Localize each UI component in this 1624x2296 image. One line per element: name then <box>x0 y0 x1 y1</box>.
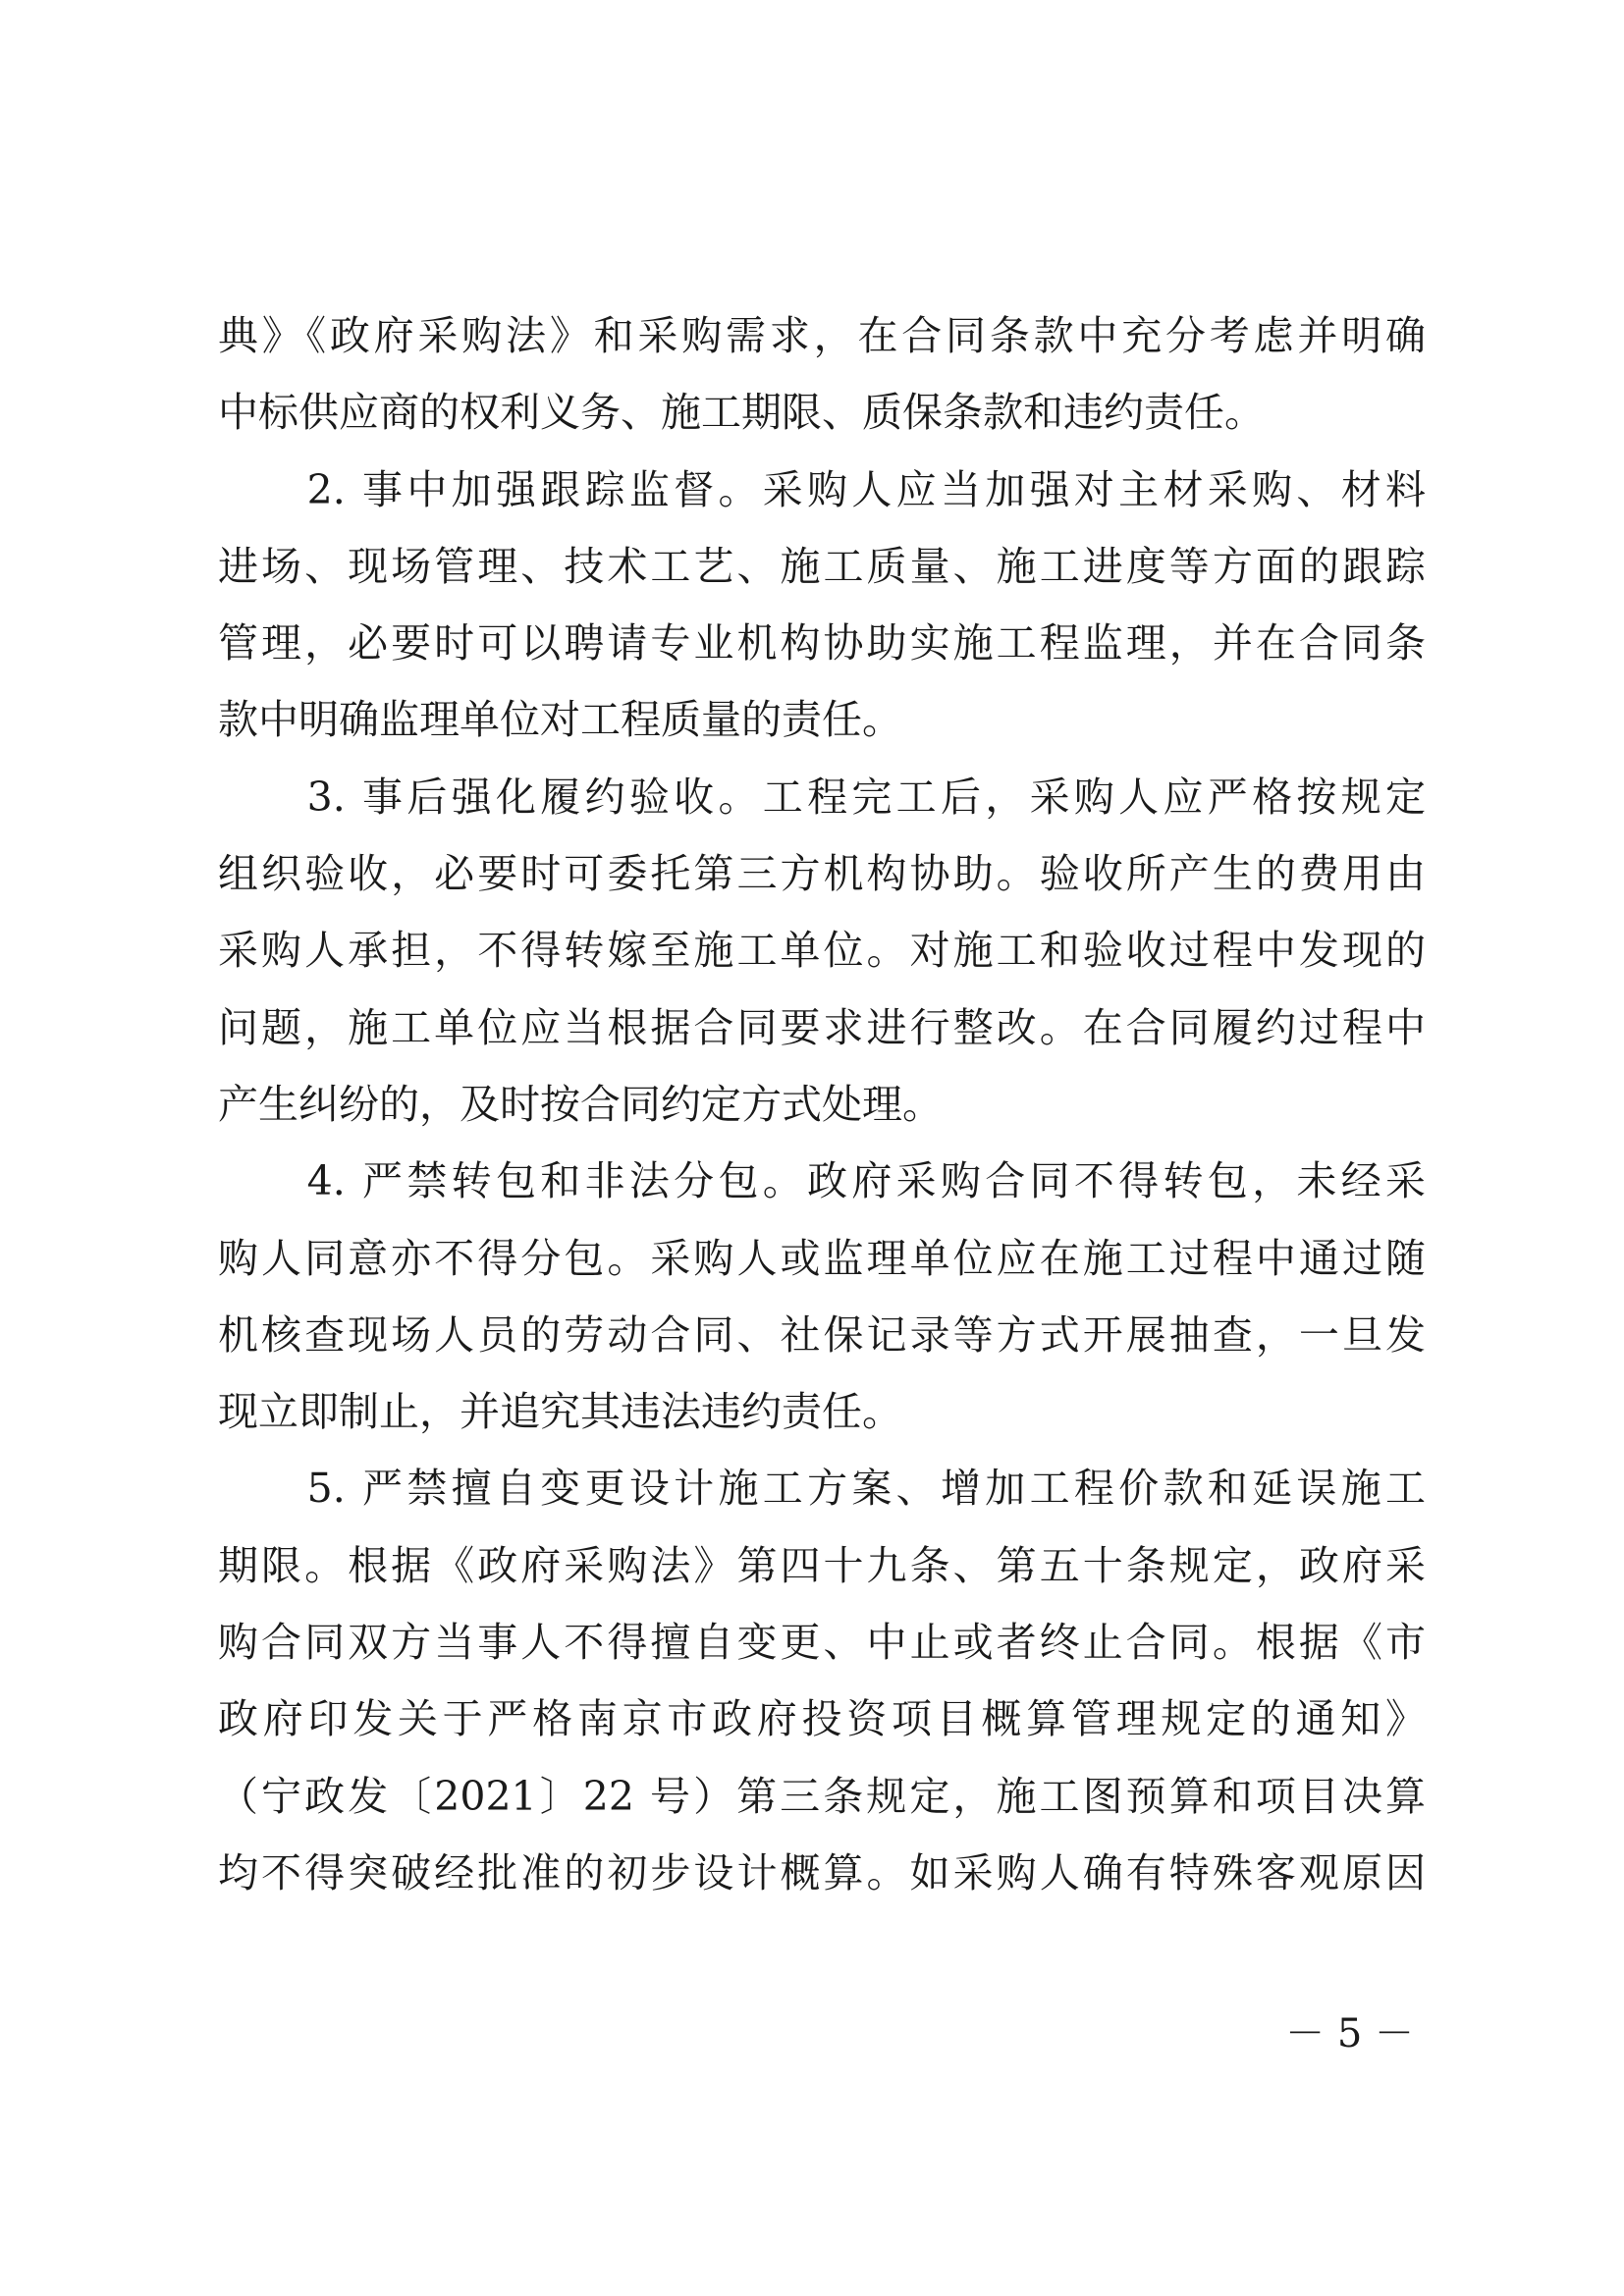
page-number: － 5 － <box>1285 2011 1414 2056</box>
text-line: 采购人承担，不得转嫁至施工单位。对施工和验收过程中发现的 <box>218 927 1426 975</box>
text-line: 典》《政府采购法》和采购需求，在合同条款中充分考虑并明确 <box>218 312 1426 359</box>
text-line: 款中明确监理单位对工程质量的责任。 <box>218 696 902 744</box>
text-line: 中标供应商的权利义务、施工期限、质保条款和违约责任。 <box>218 389 1265 437</box>
text-line: 购人同意亦不得分包。采购人或监理单位应在施工过程中通过随 <box>218 1234 1426 1282</box>
text-line: 机核查现场人员的劳动合同、社保记录等方式开展抽查，一旦发 <box>218 1310 1426 1359</box>
text-line: 问题，施工单位应当根据合同要求进行整改。在合同履约过程中 <box>218 1003 1426 1051</box>
document-body <box>218 297 1426 1911</box>
text-line: 2. 事中加强跟踪监督。采购人应当加强对主材采购、材料 <box>218 465 1426 513</box>
text-line: （宁政发〔2021〕22 号）第三条规定，施工图预算和项目决算 <box>218 1772 1426 1820</box>
text-line: 管理，必要时可以聘请专业机构协助实施工程监理，并在合同条 <box>218 619 1426 667</box>
text-line: 5. 严禁擅自变更设计施工方案、增加工程价款和延误施工 <box>218 1465 1426 1513</box>
text-line: 政府印发关于严格南京市政府投资项目概算管理规定的通知》 <box>218 1695 1426 1743</box>
text-line: 4. 严禁转包和非法分包。政府采购合同不得转包，未经采 <box>218 1157 1426 1205</box>
text-line: 均不得突破经批准的初步设计概算。如采购人确有特殊客观原因 <box>218 1848 1426 1896</box>
text-line: 期限。根据《政府采购法》第四十九条、第五十条规定，政府采 <box>218 1541 1426 1589</box>
text-line: 3. 事后强化履约验收。工程完工后，采购人应严格按规定 <box>218 773 1426 821</box>
text-line: 现立即制止，并追究其违法违约责任。 <box>218 1388 902 1436</box>
text-line: 产生纠纷的，及时按合同约定方式处理。 <box>218 1080 943 1128</box>
text-line: 购合同双方当事人不得擅自变更、中止或者终止合同。根据《市 <box>218 1619 1426 1667</box>
text-line: 进场、现场管理、技术工艺、施工质量、施工进度等方面的跟踪 <box>218 542 1426 590</box>
text-line: 组织验收，必要时可委托第三方机构协助。验收所产生的费用由 <box>218 850 1426 898</box>
